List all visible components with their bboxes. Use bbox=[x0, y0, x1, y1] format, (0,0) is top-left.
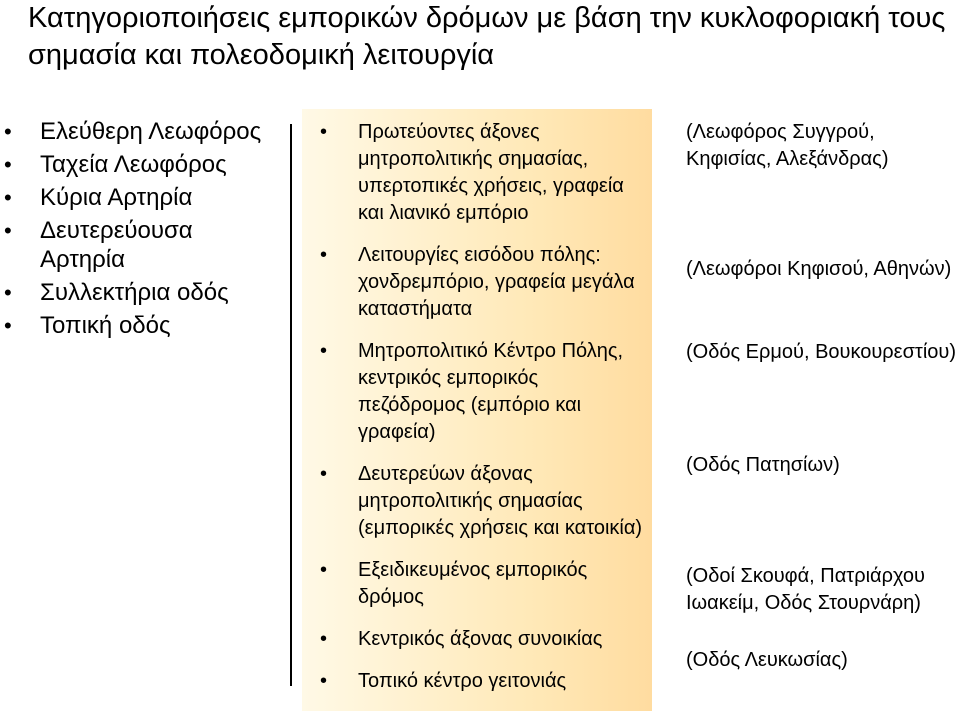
commercial-type-item: • Πρωτεύοντες άξονες μητροπολιτικής σημασίας, υπερτοπικές χρήσεις, γραφεία και λιανικό εμπόριο bbox=[358, 119, 648, 227]
road-category-item: • Τοπική οδός bbox=[40, 311, 280, 340]
commercial-type-item: • Δευτερεύων άξονας μητροπολιτικής σημασίας (εμπορικές χρήσεις και κατοικία) bbox=[358, 461, 648, 542]
commercial-type-item: • Λειτουργίες εισόδου πόλης: χονδρεμπόριο, γραφεία μεγάλα καταστήματα bbox=[358, 242, 648, 323]
commercial-type-item: • Μητροπολιτικό Κέντρο Πόλης, κεντρικός εμπορικός πεζόδρομος (εμπόριο και γραφεία) bbox=[358, 338, 648, 446]
commercial-type-item: • Κεντρικός άξονας συνοικίας bbox=[358, 626, 648, 653]
slide-title: Κατηγοριοποιήσεις εμπορικών δρόμων με βάση την κυκλοφοριακή τους σημασία και πολεοδομική λειτουργία bbox=[28, 2, 946, 71]
commercial-type-item: • Τοπικό κέντρο γειτονιάς bbox=[358, 668, 648, 695]
example-item: (Λεωφόρος Συγγρού, Κηφισίας, Αλεξάνδρας) bbox=[686, 121, 889, 170]
road-category-item: • Δευτερεύουσα Αρτηρία bbox=[40, 216, 280, 274]
road-categories-list bbox=[40, 117, 280, 344]
road-category-item: • Ελεύθερη Λεωφόρος bbox=[40, 117, 280, 146]
example-item: (Οδοί Σκουφά, Πατριάρχου Ιωακείμ, Οδός Στουρνάρη) bbox=[686, 565, 925, 614]
example-item: (Οδός Ερμού, Βουκουρεστίου) bbox=[686, 341, 956, 363]
commercial-type-item: • Εξειδικευμένος εμπορικός δρόμος bbox=[358, 557, 648, 611]
example-item: (Οδός Λευκωσίας) bbox=[686, 649, 848, 671]
road-category-item: • Κύρια Αρτηρία bbox=[40, 183, 280, 212]
commercial-types-list bbox=[358, 119, 648, 710]
road-category-item: • Συλλεκτήρια οδός bbox=[40, 278, 280, 307]
column-divider bbox=[290, 124, 292, 686]
road-category-item: • Ταχεία Λεωφόρος bbox=[40, 150, 280, 179]
example-item: (Λεωφόροι Κηφισού, Αθηνών) bbox=[686, 258, 952, 280]
example-item: (Οδός Πατησίων) bbox=[686, 454, 840, 476]
